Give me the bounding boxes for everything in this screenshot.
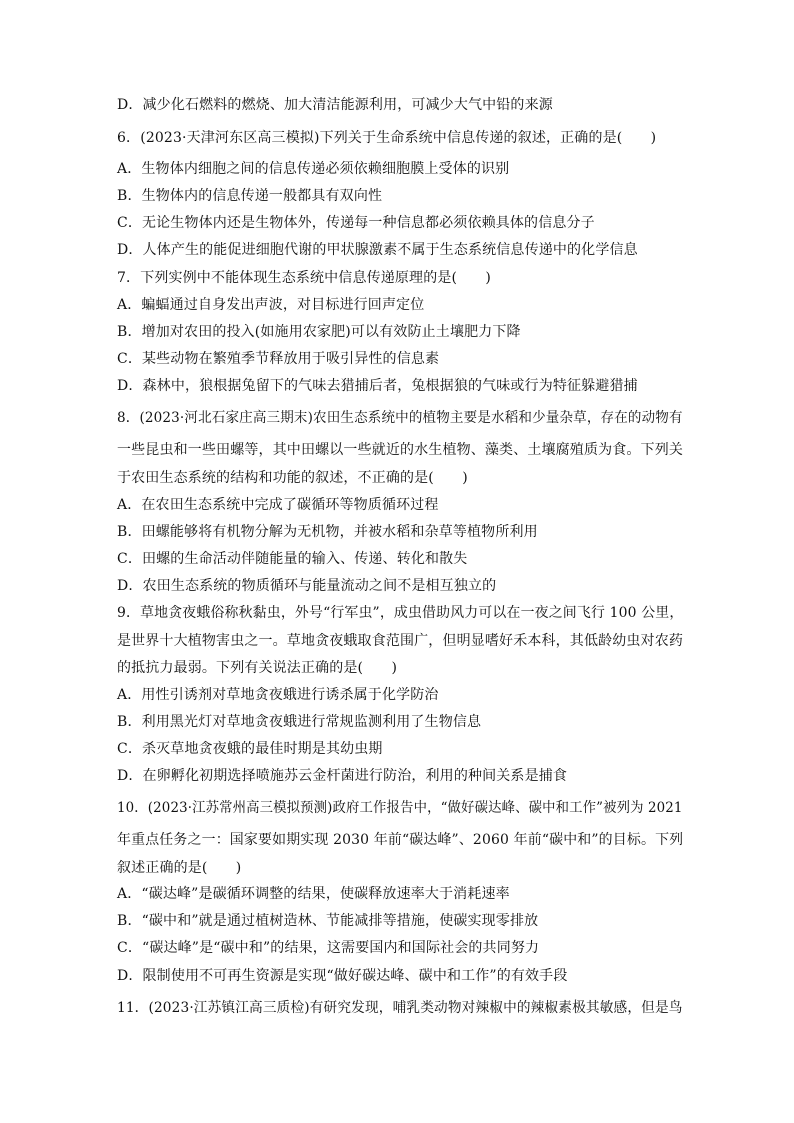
option-d: D．在卵孵化初期选择喷施苏云金杆菌进行防治，利用的种间关系是捕食 [117, 768, 568, 784]
question-9-stem: 9．草地贪夜蛾俗称秋黏虫，外号“行军虫”，成虫借助风力可以在一夜之间飞行 100 公里， [117, 605, 684, 621]
option-d: D．农田生态系统的物质循环与能量流动之间不是相互独立的 [117, 578, 497, 594]
option-c: C．无论生物体内还是生物体外，传递每一种信息都必须依赖具体的信息分子 [117, 215, 595, 231]
question-8-stem: 于农田生态系统的结构和功能的叙述，不正确的是( ) [117, 470, 468, 486]
option-c: C．“碳达峰”是“碳中和”的结果，这需要国内和国际社会的共同努力 [117, 940, 540, 956]
option-d: D．森林中，狼根据兔留下的气味去猎捕后者，兔根据狼的气味或行为特征躲避猎捕 [117, 378, 638, 394]
option-d: D．限制使用不可再生资源是实现“做好碳达峰、碳中和工作”的有效手段 [117, 968, 568, 984]
option-b: B．增加对农田的投入(如施用农家肥)可以有效防止土壤肥力下降 [117, 324, 521, 340]
question-9-stem: 的抵抗力最弱。下列有关说法正确的是( ) [117, 660, 398, 676]
option-d: D．人体产生的能促进细胞代谢的甲状腺激素不属于生态系统信息传递中的化学信息 [117, 242, 638, 258]
option-a: A．“碳达峰”是碳循环调整的结果，使碳释放速率大于消耗速率 [117, 886, 510, 902]
option-a: A．生物体内细胞之间的信息传递必须依赖细胞膜上受体的识别 [117, 161, 510, 177]
question-9-stem: 是世界十大植物害虫之一。草地贪夜蛾取食范围广，但明显嗜好禾本科，其低龄幼虫对农药 [117, 633, 683, 649]
option-a: A．用性引诱剂对草地贪夜蛾进行诱杀属于化学防治 [117, 687, 439, 703]
question-7-stem: 7．下列实例中不能体现生态系统中信息传递原理的是( ) [117, 270, 492, 286]
option-b: B．田螺能够将有机物分解为无机物，并被水稻和杂草等植物所利用 [117, 524, 538, 540]
option-a: A．在农田生态系统中完成了碳循环等物质循环过程 [117, 497, 439, 513]
question-8-stem: 一些昆虫和一些田螺等，其中田螺以一些就近的水生植物、藻类、土壤腐殖质为食。下列关 [117, 442, 683, 458]
option-c: C．田螺的生命活动伴随能量的输入、传递、转化和散失 [117, 551, 468, 567]
text-line: D．减少化石燃料的燃烧、加大清洁能源利用，可减少大气中铅的来源 [117, 97, 553, 113]
option-c: C．某些动物在繁殖季节释放用于吸引异性的信息素 [117, 351, 440, 367]
question-10-stem: 10．(2023·江苏常州高三模拟预测)政府工作报告中，“做好碳达峰、碳中和工作”被列为 2021 [117, 800, 683, 816]
option-b: B．利用黑光灯对草地贪夜蛾进行常规监测利用了生物信息 [117, 714, 482, 730]
question-11-stem: 11．(2023·江苏镇江高三质检)有研究发现，哺乳类动物对辣椒中的辣椒素极其敏感，但是鸟 [117, 1000, 683, 1016]
question-10-stem: 年重点任务之一：国家要如期实现 2030 年前“碳达峰”、2060 年前“碳中和”的目标。下列 [117, 832, 684, 848]
option-b: B．“碳中和”就是通过植树造林、节能减排等措施，使碳实现零排放 [117, 913, 539, 929]
option-b: B．生物体内的信息传递一般都具有双向性 [117, 188, 383, 204]
question-6-stem: 6．(2023·天津河东区高三模拟)下列关于生命系统中信息传递的叙述，正确的是( ) [117, 130, 657, 146]
option-c: C．杀灭草地贪夜蛾的最佳时期是其幼虫期 [117, 741, 383, 757]
option-a: A．蝙蝠通过自身发出声波，对目标进行回声定位 [117, 297, 425, 313]
question-8-stem: 8．(2023·河北石家庄高三期末)农田生态系统中的植物主要是水稻和少量杂草，存在的动物有 [117, 410, 683, 426]
question-10-stem: 叙述正确的是( ) [117, 860, 242, 876]
